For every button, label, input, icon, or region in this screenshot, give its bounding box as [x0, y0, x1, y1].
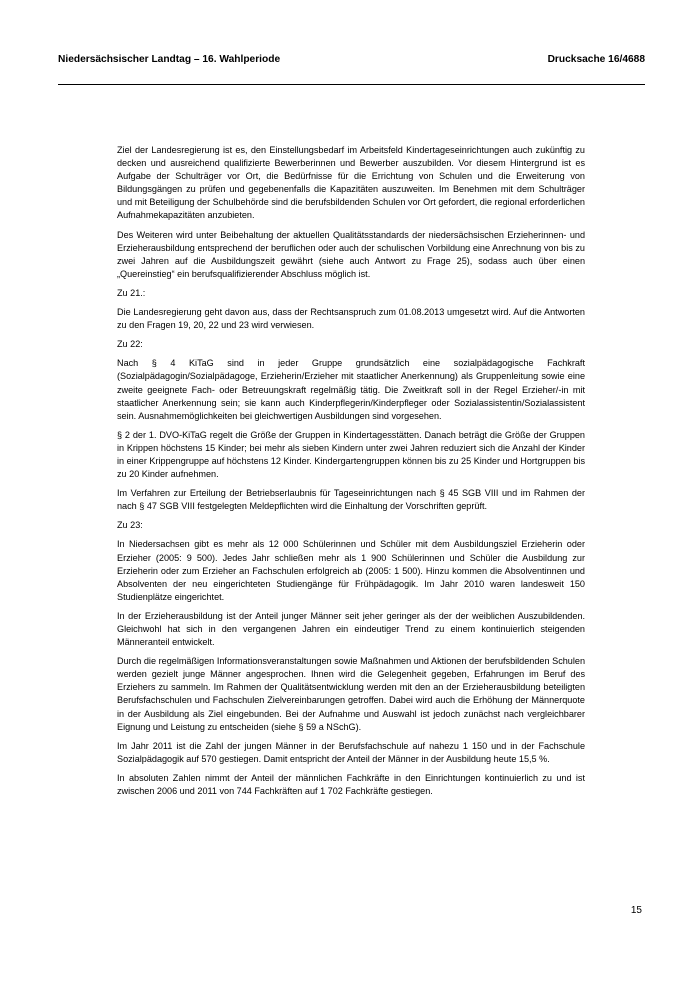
page-header [58, 54, 645, 70]
section-heading: Zu 23: [117, 520, 143, 531]
paragraph: Durch die regelmäßigen Informationsveranstaltungen sowie Maßnahmen und Aktionen der berufsbildenden Schulen werden gezielt junge Männer angesprochen. Ihnen wird die Gelegenheit gegeben, Erfahrungen im Beruf des Erziehers zu sammeln. Im Rahmen der Qualitätsentwicklung werden mit den an der Erzieherausbildung beteiligten Berufsfachschulen und Fachschulen Zielvereinbarungen getroffen. Dabei wird auch die Erhöhung der Männerquote in der Ausbildung als Ziel eingebunden. Bei der Aufnahme und Auswahl ist jedoch zunächst nach vergleichbarer Eignung und Leistung zu entscheiden (siehe § 59 a NSchG). [117, 656, 585, 732]
paragraph: In Niedersachsen gibt es mehr als 12 000 Schülerinnen und Schüler mit dem Ausbildungsziel Erzieherin oder Erzieher (2005: 9 500). Jedes Jahr schließen mehr als 1 900 Schülerinnen und Schüler die Ausbildung zur Erzieherin oder zum Erzieher an Fachschulen erfolgreich ab (2005: 1 500). Hinzu kommen die Absolventinnen und Absolventen der neu eingerichteten Studiengänge für Frühpädagogik. Im Jahr 2010 waren landesweit 150 Studienplätze eingerichtet. [117, 539, 585, 602]
section-heading: Zu 21.: [117, 287, 146, 298]
header-document-number: Drucksache 16/4688 [547, 54, 645, 65]
header-parliament-title: Niedersächsischer Landtag – 16. Wahlperiode [58, 54, 281, 65]
document-body [117, 144, 585, 804]
paragraph: Die Landesregierung geht davon aus, dass der Rechtsanspruch zum 01.08.2013 umgesetzt wird. Auf die Antworten zu den Fragen 19, 20, 22 und 23 wird verwiesen. [117, 307, 585, 331]
header-divider [58, 84, 645, 85]
section-heading: Zu 22: [117, 339, 143, 350]
paragraph: Im Verfahren zur Erteilung der Betriebserlaubnis für Tageseinrichtungen nach § 45 SGB VIII und im Rahmen der nach § 47 SGB VIII festgelegten Meldepflichten wird die Einhaltung der Vorschriften geprüft. [117, 488, 585, 512]
paragraph: Nach § 4 KiTaG sind in jeder Gruppe grundsätzlich eine sozialpädagogische Fachkraft (Sozialpädagogin/Sozialpädagoge, Erzieherin/Erzieher mit staatlicher Anerkennung) als Gruppenleitung sowie eine zweite geeignete Fach- oder Betreuungskraft regelmäßig tätig. Die Zweitkraft soll in der Regel Erzieher/-in mit staatlicher Anerkennung sein; sie kann auch Kinderpflegerin/Kinderpfleger oder Sozialassistentin/Sozialassistent sein. Ausnahmemöglichkeiten bei gleichwertigen Ausbildungen sind vorgesehen. [117, 358, 585, 421]
paragraph: Des Weiteren wird unter Beibehaltung der aktuellen Qualitätsstandards der niedersächsischen Erzieherinnen- und Erzieherausbildung entsprechend der beruflichen oder auch der schulischen Vorbildung eine Anrechnung von bis zu zwei Jahren auf die Ausbildungszeit gewährt (siehe auch Antwort zu Frage 25), sodass auch über einen „Quereinstieg“ ein berufsqualifizierender Abschluss möglich ist. [117, 229, 585, 279]
paragraph: § 2 der 1. DVO-KiTaG regelt die Größe der Gruppen in Kindertagesstätten. Danach beträgt die Größe der Gruppen in Krippen höchstens 15 Kinder; bei mehr als sieben Kindern unter zwei Jahren reduziert sich die Anzahl der Kinder in einer Krippengruppe auf höchstens 12 Kinder. Kindergartengruppen können bis zu 25 Kinder und Hortgruppen bis zu 20 Kinder aufnehmen. [117, 429, 585, 480]
paragraph: Ziel der Landesregierung ist es, den Einstellungsbedarf im Arbeitsfeld Kindertageseinrichtungen auch zukünftig zu decken und ausreichend qualifizierte Bewerberinnen und Bewerber auszubilden. Vor diesem Hintergrund ist es Aufgabe der Schulträger vor Ort, die Bedürfnisse für die Errichtung von Schulen und die Erweiterung von Bildungsgängen zu prüfen und gegebenenfalls die Kapazitäten auszuweiten. Im Benehmen mit dem Schulträger und mit Beteiligung der Schulbehörde sind die berufsbildenden Schulen vor Ort gefordert, die regional erforderlichen Aufnahmekapazitäten anzubieten. [117, 145, 585, 221]
paragraph: In der Erzieherausbildung ist der Anteil junger Männer seit jeher geringer als der der weiblichen Auszubildenden. Gleichwohl hat sich in den vergangenen Jahren ein eindeutiger Trend zu einem kontinuierlich steigenden Männeranteil entwickelt. [117, 610, 585, 648]
page-number: 15 [630, 905, 642, 916]
paragraph: In absoluten Zahlen nimmt der Anteil der männlichen Fachkräfte in den Einrichtungen kontinuierlich zu und ist zwischen 2006 und 2011 von 744 Fachkräften auf 1 702 Fachkräfte gestiegen. [117, 772, 585, 797]
paragraph: Im Jahr 2011 ist die Zahl der jungen Männer in der Berufsfachschule auf nahezu 1 150 und in der Fachschule Sozialpädagogik auf 570 gestiegen. Damit entspricht der Anteil der Männer in der Ausbildung heute 15,5 %. [117, 740, 585, 764]
